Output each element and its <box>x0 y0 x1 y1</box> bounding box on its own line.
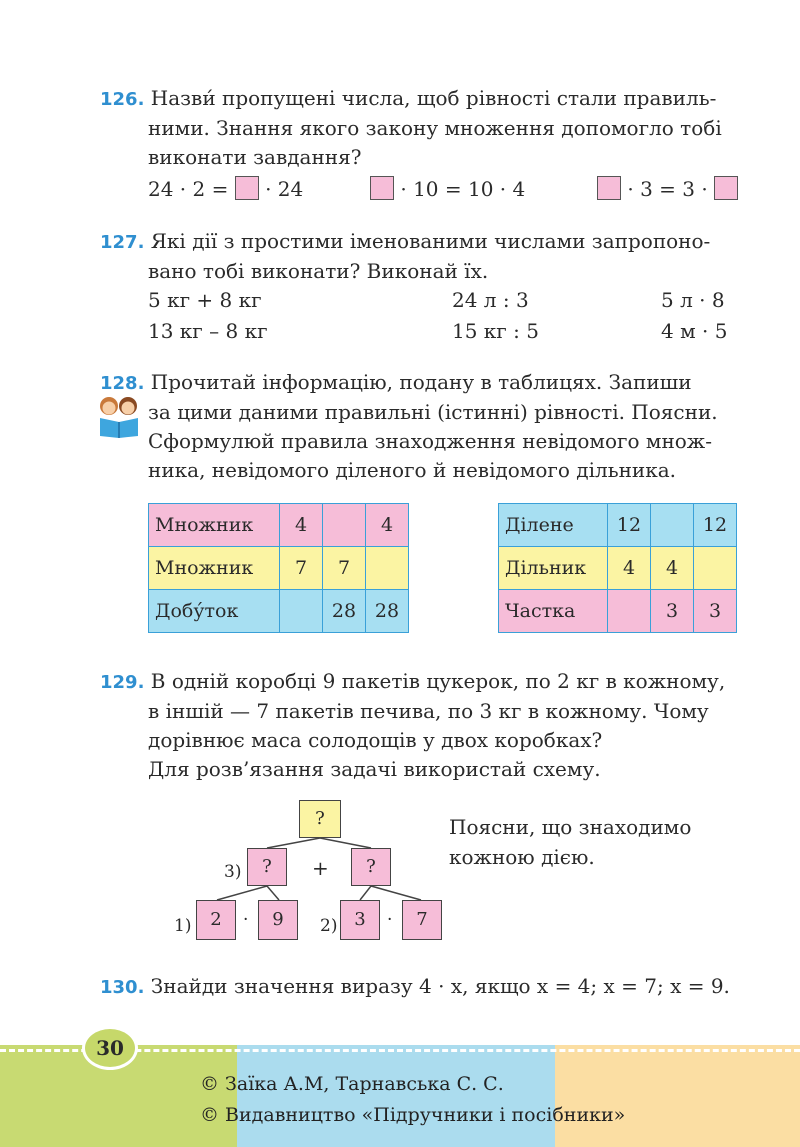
table-row: Множник 4 4 <box>149 504 409 547</box>
task-text: Знайди значення виразу 4 · x, якщо x = 4; x = 7; x = 9. <box>150 974 730 998</box>
task-text: Прочитай інформацію, подану в таблицях. Запиши <box>150 370 692 394</box>
explain-text: Поясни, що знаходимо <box>449 815 692 839</box>
task-number: 127. <box>100 232 145 253</box>
scheme-number-box: 9 <box>258 900 298 940</box>
table-row: Ділене 12 12 <box>499 504 737 547</box>
answer-box[interactable] <box>235 176 259 200</box>
copyright-publisher: © Видавництво «Підручники і посібники» <box>200 1104 626 1126</box>
plus-sign: + <box>312 856 329 880</box>
task-text: Для розв’язання задачі використай схему. <box>148 757 601 781</box>
explain-text: кожною дією. <box>449 845 595 869</box>
task-number: 126. <box>100 89 145 110</box>
task-text: В одній коробці 9 пакетів цукерок, по 2 кг в кожному, <box>150 669 726 693</box>
expression: 15 кг : 5 <box>452 319 539 343</box>
task-130 <box>100 972 745 1002</box>
equation-1: 24 · 2 = · 24 <box>148 177 304 201</box>
task-text: ника, невідомого діленого й невідомого дільника. <box>148 458 677 482</box>
table-row: Дільник 4 4 <box>499 547 737 590</box>
task-number: 130. <box>100 977 145 998</box>
scheme-number-box: 7 <box>402 900 442 940</box>
expression: 5 кг + 8 кг <box>148 288 262 312</box>
scheme-number-box: 3 <box>340 900 380 940</box>
expression: 24 л : 3 <box>452 288 529 312</box>
expression: 5 л · 8 <box>661 288 725 312</box>
answer-box[interactable] <box>597 176 621 200</box>
task-text: Які дії з простими іменованими числами запропоно- <box>150 229 711 253</box>
expression: 4 м · 5 <box>661 319 728 343</box>
task-text: за цими даними правильні (істинні) рівності. Поясни. <box>148 400 718 424</box>
task-number: 129. <box>100 672 145 693</box>
task-text: Сформулюй правила знаходження невідомого множ- <box>148 429 712 453</box>
scheme-result-box: ? <box>299 800 341 838</box>
task-text: Назви́ пропущені числа, щоб рівності стали правиль- <box>150 86 717 110</box>
table-row: Частка 3 3 <box>499 590 737 633</box>
task-126 <box>100 84 745 172</box>
scheme-unknown-box: ? <box>351 848 391 886</box>
dot-sign: · <box>387 910 393 930</box>
scheme-unknown-box: ? <box>247 848 287 886</box>
task-number: 128. <box>100 373 145 394</box>
task-text: дорівнює маса солодощів у двох коробках? <box>148 728 603 752</box>
task-129 <box>100 667 745 784</box>
table-row: Добу́ток 28 28 <box>149 590 409 633</box>
equation-2: · 10 = 10 · 4 <box>370 176 525 201</box>
task-127 <box>100 227 745 286</box>
equation-3: · 3 = 3 · <box>597 176 738 201</box>
copyright-authors: © Заїка А.М, Тарнавська С. С. <box>200 1073 504 1095</box>
solution-scheme <box>170 798 450 948</box>
multiplication-table <box>148 503 409 633</box>
table-row: Множник 7 7 <box>149 547 409 590</box>
dot-sign: · <box>243 910 249 930</box>
task-text: ними. Знання якого закону множення допомогло тобі <box>148 116 722 140</box>
task-text: в іншій — 7 пакетів печива, по 3 кг в кожному. Чому <box>148 699 709 723</box>
answer-box[interactable] <box>370 176 394 200</box>
expression: 13 кг – 8 кг <box>148 319 268 343</box>
division-table <box>498 503 737 633</box>
page-number: 30 <box>82 1026 138 1070</box>
task-text: виконати завдання? <box>148 145 362 169</box>
step-label: 3) <box>224 862 242 882</box>
scheme-number-box: 2 <box>196 900 236 940</box>
answer-box[interactable] <box>714 176 738 200</box>
task-128 <box>100 368 745 485</box>
step-label: 1) <box>174 916 192 936</box>
step-label: 2) <box>320 916 338 936</box>
task-text: вано тобі виконати? Виконай їх. <box>148 259 489 283</box>
